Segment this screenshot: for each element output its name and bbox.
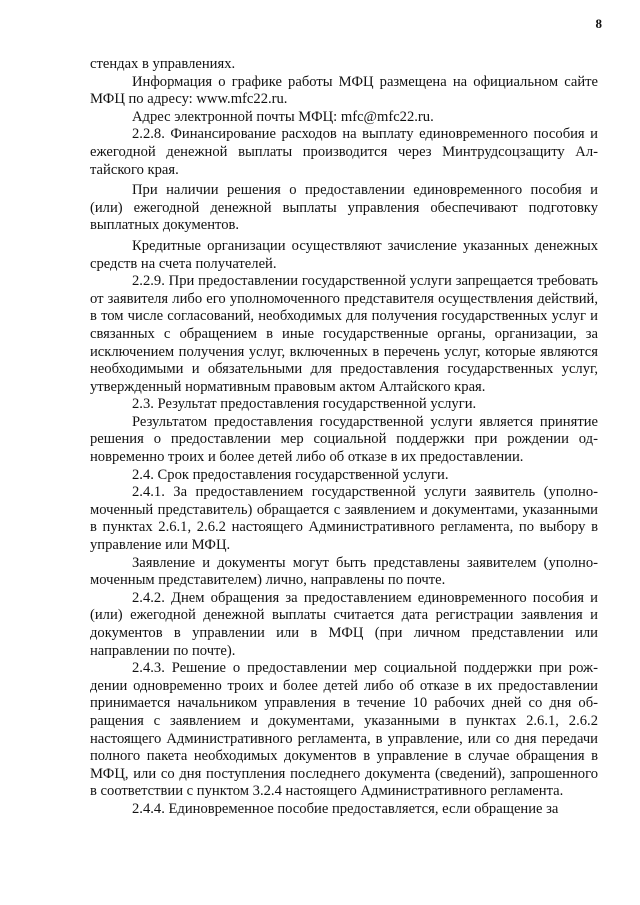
paragraph-mfc-email: Адрес электронной почты МФЦ: mfc@mfc22.ru. [132, 108, 434, 125]
paragraph-2-4-3: 2.4.3. Решение о предоставлении мер социальной поддержки при рождении одновременно троих и более детей либо об отказе в их предоставлении принимается начальником управления в течение 10 рабочих дней со дня обращения с заявлением и документами, указанными в пунктах 2.6.1, 2.6.2 настоящего Административного регламента, в управление, или со дня передачи полного пакета необходимых документов в управление в случае обращения в МФЦ, или со дня поступления последнего документа (сведений), запрошенного в соответствии с пунктом 3.2.4 настоящего Административного регламента. [90, 660, 598, 800]
paragraph-2-4-4: 2.4.4. Единовременное пособие предоставляется, если обращение за [132, 800, 559, 817]
paragraph-2-4-2: 2.4.2. Днем обращения за предоставлением единовременного пособия и (или) ежегодной денежной выплаты считается дата регистрации заявления и документов в управлении или в МФЦ (при личном представлении или направлении по почте). [90, 589, 598, 659]
section-heading-2-3: 2.3. Результат предоставления государственной услуги. [132, 396, 477, 413]
section-heading-2-4: 2.4. Срок предоставления государственной услуги. [132, 466, 449, 483]
paragraph-mfc-website: Информация о графике работы МФЦ размещена на официальном сайте МФЦ по адресу: www.mfc22.ru. [90, 73, 598, 108]
paragraph-payment-documents: При наличии решения о предоставлении единовременного пособия и (или) ежегодной денежной выплаты управления обеспечивают подготовку выплатных документов. [90, 182, 598, 234]
paragraph-2-2-9: 2.2.9. При предоставлении государственной услуги запрещается требовать от заявителя либо его уполномоченного представителя осуществления действий, в том числе согласований, необходимых для получения государственных услуг и связанных с обращением в иные государственные органы, организации, за исключением получения услуг, включенных в перечень услуг, которые являются необходимыми и обязательными для предоставления государственных услуг, утвержденный нормативным правовым актом Алтайского края. [90, 273, 598, 395]
paragraph-2-4-1: 2.4.1. За предоставлением государственной услуги заявитель (уполномоченный представитель) обращается с заявлением и документами, указанными в пунктах 2.6.1, 2.6.2 настоящего Административного регламента, по выбору в управление или МФЦ. [90, 484, 598, 554]
paragraph-credit-organizations: Кредитные организации осуществляют зачисление указанных денежных средств на счета получателей. [90, 237, 598, 272]
paragraph-2-2-8: 2.2.8. Финансирование расходов на выплату единовременного пособия и ежегодной денежной выплаты производится через Минтрудсоцзащиту Алтайского края. [90, 126, 598, 178]
page-number: 8 [595, 16, 602, 31]
paragraph-continuation: стендах в управлениях. [90, 56, 236, 72]
document-body [90, 56, 598, 819]
paragraph-service-result: Результатом предоставления государственной услуги является принятие решения о предоставлении мер социальной поддержки при рождении одновременно троих и более детей либо об отказе в их предоставлении. [90, 413, 598, 466]
paragraph-submission-methods: Заявление и документы могут быть представлены заявителем (уполномоченным представителем) лично, направлены по почте. [90, 554, 598, 589]
